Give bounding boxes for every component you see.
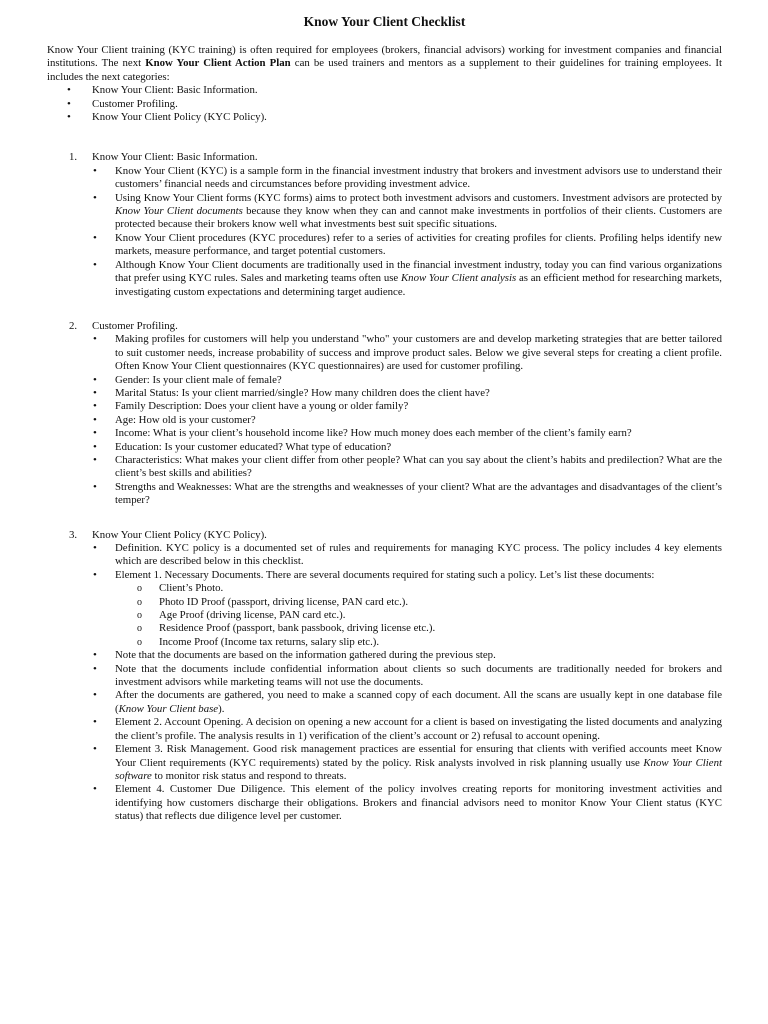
- sub-list-item: o Client’s Photo.: [159, 582, 722, 595]
- sub-list-item: o Photo ID Proof (passport, driving license, PAN card etc.).: [159, 596, 722, 609]
- list-item: • Element 1. Necessary Documents. There are several documents required for stating such a policy. Let’s list these documents: o Client’s Photo. o Photo ID Proof (passport, driving license, PAN card etc.). o Age Proof (driving license, PAN card etc.). o Residence Proof (passport, bank passbook, driving license etc.). o Income Proof (Income tax returns, salary slip etc.).: [115, 569, 722, 649]
- list-item: • Know Your Client procedures (KYC procedures) refer to a series of activities for creating profiles for clients. Profiling helps identify new markets, measure performance, and target potential customers.: [115, 232, 722, 259]
- section-customer-profiling: [47, 320, 722, 508]
- section-list: [47, 165, 722, 299]
- category-list: [47, 84, 722, 124]
- list-item: • Using Know Your Client forms (KYC forms) aims to protect both investment advisors and customers. Investment advisors are protected by Know Your Client documents because they know when they can and cannot make investments in portfolios of their clients. Customers are protected because their brokers know well what investments best suit specific situations.: [115, 192, 722, 232]
- list-item: • Although Know Your Client documents are traditionally used in the financial investment industry, today you can find various organizations that prefer using KYC rules. Sales and marketing teams often use Know Your Client analysis as an efficient method for researching markets, investigating custom expectations and determining target audience.: [115, 259, 722, 299]
- list-item: • Element 4. Customer Due Diligence. This element of the policy involves creating reports for monitoring investment activities and identifying how customers discharge their obligations. Brokers and financial advisors need to monitor Know Your Client status (KYC status) that reflects due diligence level per customer.: [115, 783, 722, 823]
- list-item: • Family Description: Does your client have a young or older family?: [115, 400, 722, 413]
- intro-paragraph: Know Your Client training (KYC training) is often required for employees (brokers, financial advisors) working for investment companies and financial institutions. The next Know Your Client Action Plan can be used trainers and mentors as a supplement to their guidelines for training employees. It includes the next categories:: [47, 44, 722, 83]
- section-basic-information: [47, 151, 722, 298]
- list-item: • Education: Is your customer educated? What type of education?: [115, 441, 722, 454]
- list-item: • Income: What is your client’s household income like? How much money does each member of the client’s family earn?: [115, 427, 722, 440]
- documents-sublist: [115, 582, 722, 649]
- list-item: • Marital Status: Is your client married/single? How many children does the client have?: [115, 387, 722, 400]
- list-item: • Making profiles for customers will help you understand "who" your customers are and develop marketing strategies that are better tailored to suit customer needs, increase probability of success and improve product sales. Below we give several steps for creating a client profile. Often Know Your Client questionnaires (KYC questionnaires) are used for customer profiling.: [115, 333, 722, 373]
- section-heading: 3. Know Your Client Policy (KYC Policy).: [69, 528, 267, 541]
- list-item: • Know Your Client Policy (KYC Policy).: [47, 111, 722, 124]
- section-heading: 1. Know Your Client: Basic Information.: [69, 151, 258, 164]
- list-item: • Note that the documents include confidential information about clients so such documents are traditionally needed for brokers and investment advisors while marketing teams will not use the documents.: [115, 663, 722, 690]
- sub-list-item: o Age Proof (driving license, PAN card etc.).: [159, 609, 722, 622]
- list-item: • Gender: Is your client male of female?: [115, 374, 722, 387]
- action-plan-bold: Know Your Client Action Plan: [145, 57, 291, 70]
- list-item: • Characteristics: What makes your client differ from other people? What can you say about the client’s habits and predilection? What are the client’s best skills and abilities?: [115, 454, 722, 481]
- list-item: • After the documents are gathered, you need to make a scanned copy of each document. All the scans are usually kept in one database file (Know Your Client base).: [115, 689, 722, 716]
- list-item: • Know Your Client: Basic Information.: [47, 84, 722, 97]
- page-title: Know Your Client Checklist: [303, 14, 466, 29]
- list-item: • Strengths and Weaknesses: What are the strengths and weaknesses of your client? What are the advantages and disadvantages of the client’s temper?: [115, 481, 722, 508]
- list-item: • Note that the documents are based on the information gathered during the previous step.: [115, 649, 722, 662]
- list-item: • Customer Profiling.: [47, 98, 722, 111]
- section-kyc-policy: [47, 529, 722, 824]
- list-item: • Know Your Client (KYC) is a sample form in the financial investment industry that brokers and investment advisors use to understand their customers’ financial needs and circumstances before providing investment advice.: [115, 165, 722, 192]
- sub-list-item: o Income Proof (Income tax returns, salary slip etc.).: [159, 636, 722, 649]
- section-list: [47, 542, 722, 824]
- list-item: • Element 3. Risk Management. Good risk management practices are essential for ensuring that clients with verified accounts meet Know Your Client requirements (KYC requirements) stated by the policy. Risk analysts involved in risk planning usually use Know Your Client software to monitor risk status and respond to threats.: [115, 743, 722, 783]
- sub-list-item: o Residence Proof (passport, bank passbook, driving license etc.).: [159, 622, 722, 635]
- list-item: • Element 2. Account Opening. A decision on opening a new account for a client is based on investigating the listed documents and analyzing the client’s profile. The analysis results in 1) verification of the client’s account or 2) refusal to account opening.: [115, 716, 722, 743]
- list-item: • Age: How old is your customer?: [115, 414, 722, 427]
- section-list: [47, 333, 722, 507]
- list-item: • Definition. KYC policy is a documented set of rules and requirements for managing KYC process. The policy includes 4 key elements which are described below in this checklist.: [115, 542, 722, 569]
- section-heading: 2. Customer Profiling.: [69, 319, 178, 332]
